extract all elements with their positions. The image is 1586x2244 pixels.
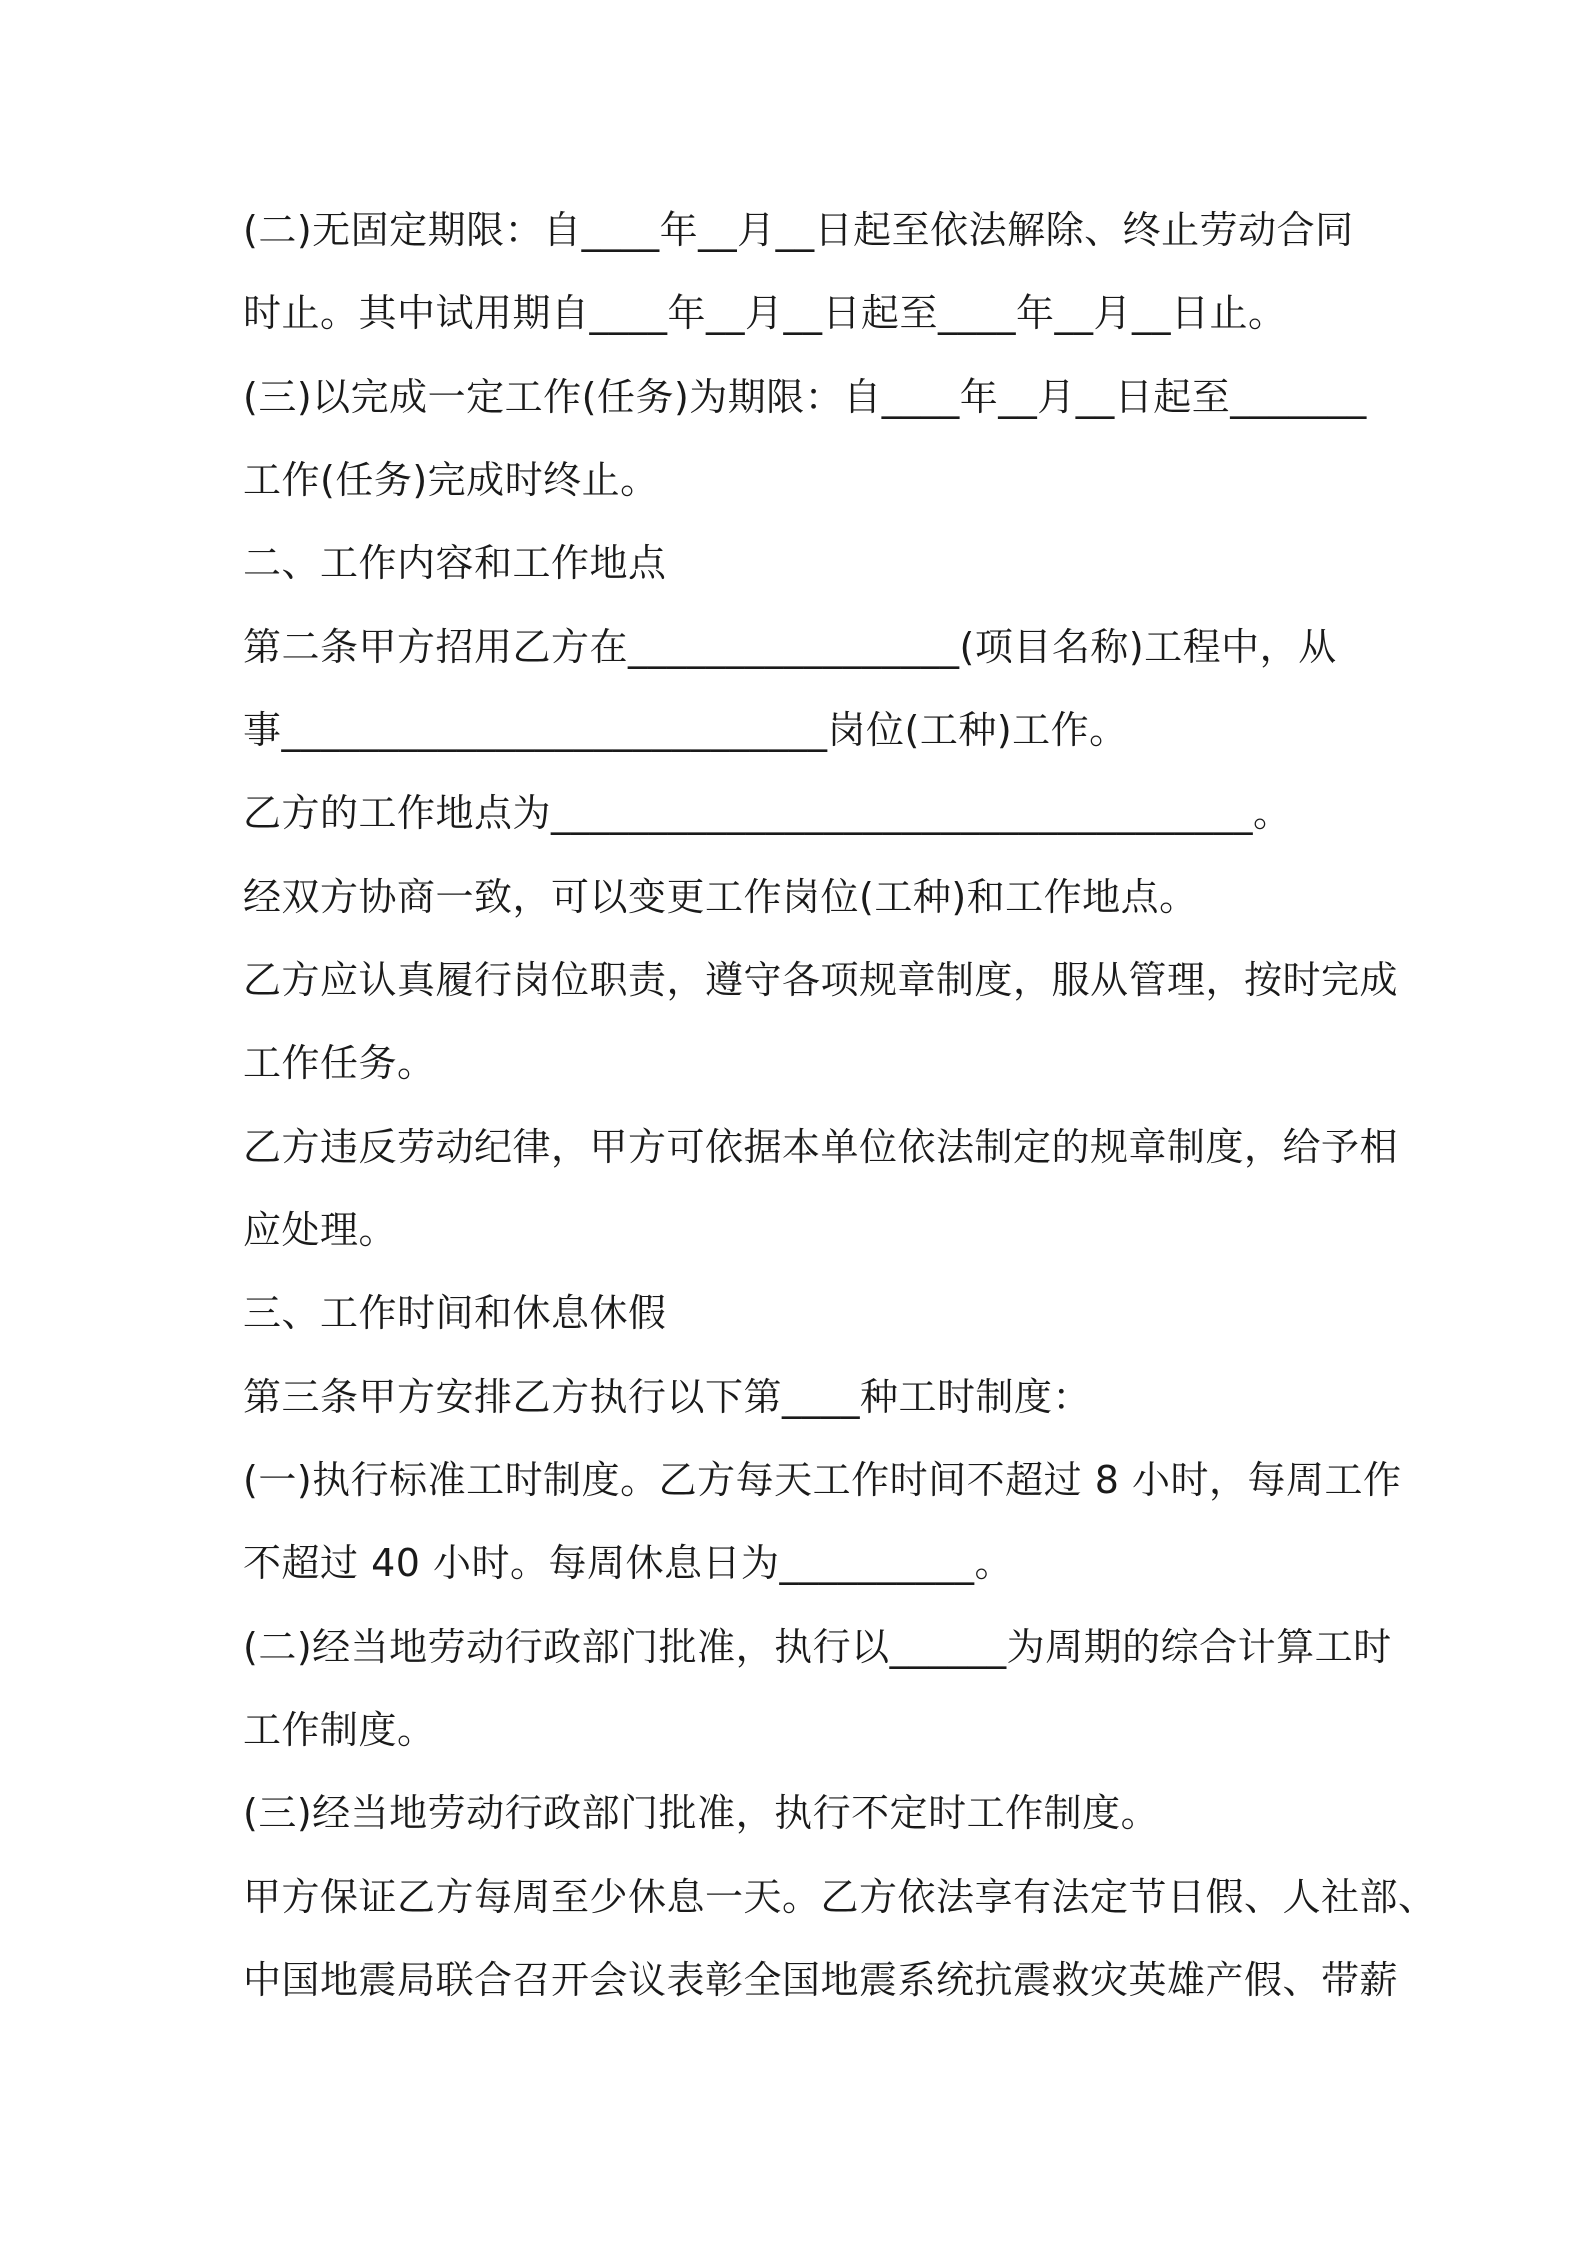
text-line: 时止。其中试用期自____年__月__日起至____年__月__日止。 (243, 291, 1287, 335)
text-line: 工作制度。 (243, 1708, 436, 1752)
text-line: 第二条甲方招用乙方在_________________(项目名称)工程中，从 (243, 625, 1337, 669)
text-line: 工作任务。 (243, 1041, 436, 1085)
text-line: (三)经当地劳动行政部门批准，执行不定时工作制度。 (243, 1791, 1160, 1835)
text-line: 工作(任务)完成时终止。 (243, 458, 659, 502)
text-line: 乙方应认真履行岗位职责，遵守各项规章制度，服从管理，按时完成 (243, 958, 1399, 1002)
section-heading: 二、工作内容和工作地点 (243, 541, 667, 585)
text-line: (一)执行标准工时制度。乙方每天工作时间不超过 8 小时，每周工作 (243, 1458, 1402, 1502)
text-line: (三)以完成一定工作(任务)为期限：自____年__月__日起至_______ (243, 375, 1367, 419)
text-line: 乙方违反劳动纪律，甲方可依据本单位依法制定的规章制度，给予相 (243, 1125, 1399, 1169)
text-line: 不超过 40 小时。每周休息日为__________。 (243, 1541, 1014, 1585)
text-line: 经双方协商一致，可以变更工作岗位(工种)和工作地点。 (243, 875, 1198, 919)
text-line: 乙方的工作地点为____________________________________。 (243, 791, 1292, 835)
text-line: 事____________________________岗位(工种)工作。 (243, 708, 1128, 752)
text-line: (二)经当地劳动行政部门批准，执行以______为周期的综合计算工时 (243, 1625, 1392, 1669)
text-line: (二)无固定期限：自____年__月__日起至依法解除、终止劳动合同 (243, 208, 1354, 252)
text-line: 应处理。 (243, 1208, 398, 1252)
section-heading: 三、工作时间和休息休假 (243, 1291, 667, 1335)
text-line: 甲方保证乙方每周至少休息一天。乙方依法享有法定节日假、人社部、 (243, 1875, 1437, 1919)
text-line: 第三条甲方安排乙方执行以下第____种工时制度： (243, 1375, 1092, 1419)
text-line: 中国地震局联合召开会议表彰全国地震系统抗震救灾英雄产假、带薪 (243, 1958, 1399, 2002)
